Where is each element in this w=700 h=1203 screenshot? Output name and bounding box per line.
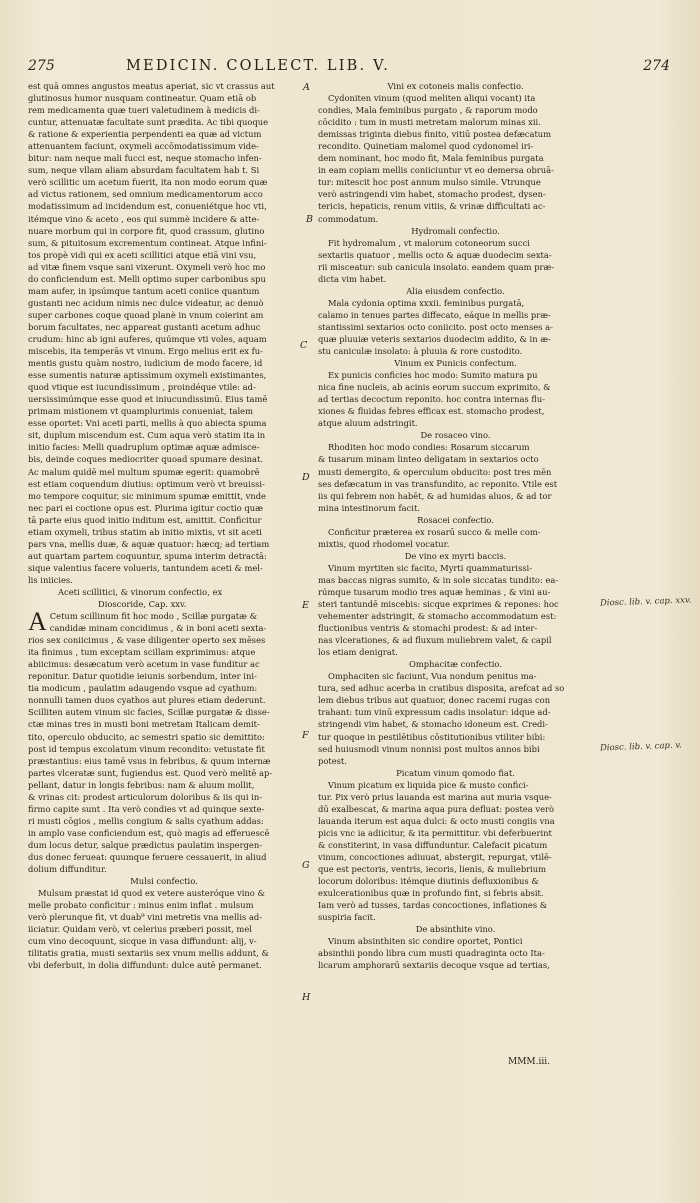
margin-letter: G: [302, 860, 310, 871]
text-line: mas baccas nigras sumito, & in sole siccatas tundito: ea-: [318, 574, 559, 585]
text-line: firmo capite sunt . Ita verò condies vt ad quinque sexte-: [28, 803, 265, 814]
text-line: mixtis, quod rhodomel vocatur.: [318, 538, 450, 549]
text-line: nica fine nucleis, ab acinis eorum succum exprimito, &: [318, 382, 551, 393]
text-line: rem medicamenta quæ tueri valetudinem à medicis di-: [28, 105, 260, 116]
text-line: partes vlceratæ sunt, fugiendus est. Quod verò melitē ap-: [28, 767, 273, 778]
text-line: picis vnc ia adiicitur, & ita permittitur. vbi deferbuerint: [318, 827, 552, 838]
text-line: dus donec ferueat: quumque feruere cessauerit, in aliud: [28, 852, 267, 862]
text-line: modatissimum ad incidendum est, conueniétque hoc vti,: [28, 201, 267, 212]
text-line: sique valentius facere volueris, tantundem aceti & mel-: [28, 562, 263, 573]
text-line: miscebis, ita temperās vt vinum. Ergo melius erit ex fu-: [28, 346, 263, 357]
section-heading: Rosacei confectio.: [417, 514, 494, 525]
text-line: steri tantundē miscebis: sicque exprimes & repones: hoc: [318, 599, 559, 610]
text-line: absinthii pondo libra cum musti quadraginta octo Ita-: [318, 948, 545, 959]
text-line: pars vna, mellis duæ, & aquæ quatuor: hæcq; ad tertiam: [28, 538, 270, 549]
page-header: [28, 58, 670, 80]
text-line: Cetum scillinum fit hoc modo , Scillæ purgatæ &: [49, 611, 258, 622]
text-line: cuntur, attenuatæ facultate sunt prædita. Ac tibi quoque: [28, 117, 269, 128]
text-line: sextariis quatuor , mellis octo & aquæ duodecim sexta-: [318, 249, 552, 260]
text-line: cōcidito : tum in musti metretam malorum minas xii.: [318, 117, 541, 128]
text-line: sit, duplum miscendum est. Cum aqua verò statim ita in: [28, 430, 266, 441]
text-line: recondito. Quinetiam malomel quod cydonomel iri-: [318, 141, 534, 152]
text-line: Fit hydromalum , vt malorum cotoneorum succi: [328, 237, 530, 248]
text-line: musti demergito, & operculum obducito: post tres mēn: [318, 466, 552, 477]
text-line: mentis gustu quàm nostro, iudicium de modo facere, id: [28, 358, 263, 369]
text-line: tilitatis gratia, musti sextariis sex vnum mellis addunt, &: [28, 948, 269, 959]
text-line: commodatum.: [318, 213, 379, 224]
section-heading: De vino ex myrti baccis.: [404, 550, 507, 561]
text-line: tia modicum , paulatim adaugendo vsque ad cyathum:: [28, 683, 258, 694]
text-line: gustanti nec acidum nimis nec dulce videatur, ac denuò: [28, 297, 264, 308]
text-line: dū exalbescat, & marina aqua pura defluat: postea verò: [318, 803, 555, 814]
text-line: reponitur. Datur quotidie ieiunis sorbendum, inter ini-: [28, 671, 257, 682]
text-line: Omphaciten sic faciunt, Vua nondum penitus ma-: [328, 671, 537, 682]
text-line: primam mistionem vt quamplurimis conueniat, talem: [28, 406, 254, 417]
text-line: glutinosus humor nusquam contineatur. Quam etiā ob: [28, 93, 257, 104]
text-line: Conficitur præterea ex rosarū succo & melle com-: [328, 526, 541, 537]
text-line: stantissimi sextarios octo coniicito. post octo menses a-: [318, 321, 553, 332]
text-line: dicta vim habet.: [318, 273, 387, 284]
text-line: tos propè vidi qui ex aceti scillitici atque etiā vini vsu,: [28, 249, 257, 260]
right-column: [318, 80, 593, 971]
text-line: Iam verò ad tusses, tardas concoctiones, inflationes &: [318, 900, 548, 911]
signature-mark: MMM.iii.: [507, 1057, 550, 1067]
text-line: initio facies: Melli quadruplum optimæ aquæ admisce-: [28, 442, 260, 453]
margin-letter: B: [306, 214, 313, 225]
text-line: iis qui febrem non habēt, & ad humidas aluos, & ad tor: [318, 490, 552, 501]
text-line: Vinum picatum ex liquida pice & musto confici-: [328, 779, 529, 790]
text-line: condies, Mala feminibus purgato , & raporum modo: [318, 105, 538, 116]
text-line: Mala cydonia optima xxxii. feminibus purgatā,: [328, 297, 525, 308]
text-line: rios sex coniicimus , & vase diligenter operto sex mēses: [28, 635, 266, 646]
text-line: borum facultates, nec appareat gustanti acetum adhuc: [28, 321, 261, 332]
text-line: locorum doloribus: itémque diutinis defluxionibus &: [318, 876, 539, 887]
text-line: dolium diffunditur.: [28, 864, 107, 875]
text-line: Cydoniten vinum (quod meliten aliqui vocant) ita: [328, 93, 536, 104]
text-line: & vrinas cit: prodest articulorum doloribus & iis qui in-: [28, 791, 263, 802]
text-line: ita finimus , tum exceptam scillam exprimimus: atque: [28, 647, 256, 658]
text-line: tericis, hepaticis, renum vitiis, & vrinæ difficultati ac-: [318, 201, 546, 212]
text-line: verò plerunque fit, vt duab⁹ vini metretis vna mellis ad-: [28, 912, 263, 923]
text-line: itémque vino & aceto , eos qui summè incidere & atte-: [28, 213, 260, 224]
section-heading: Vini ex cotoneis malis confectio.: [387, 81, 524, 91]
left-text-block-2: [28, 607, 300, 875]
text-line: tito, operculo obducito, ac semestri spatio sic demittito:: [28, 731, 265, 742]
section-heading: Aceti scillitici, & vinorum confectio, ex: [58, 586, 223, 597]
text-line: nas vlcerationes, & ad fluxum muliebrem valet, & capil: [318, 635, 552, 646]
text-line: præstantius: eius tamē vsus in febribus, & quum internæ: [28, 755, 271, 766]
text-line: esse sumentis naturæ aptissimum oxymeli existimantes,: [28, 370, 267, 381]
text-line: lauanda iterum est aqua dulci: & octo musti congiis vna: [318, 815, 555, 826]
text-line: melle probato conficitur : minus enim inflat . mulsum: [28, 900, 254, 911]
text-line: do conficiendum est. Melli optimo super carbonibus spu: [28, 273, 266, 284]
text-line: est quā omnes angustos meatus aperiat, sic vt crassus aut: [28, 81, 275, 91]
text-line: stu caniculæ insolato: à pluuia & rore custodito.: [318, 346, 523, 357]
text-line: que est pectoris, ventris, iecoris, lienis, & muliebrium: [318, 864, 547, 875]
margin-letter: A: [303, 82, 310, 93]
text-line: demissas triginta diebus finito, vitiū postea defæcatum: [318, 129, 552, 140]
text-line: trahant: tum vinū expressum cadis insolatur: idque ad-: [318, 707, 551, 718]
text-line: vehementer adstringit, & stomacho accommodatum est:: [318, 611, 557, 622]
left-text-block-3: [28, 887, 300, 971]
text-line: etiam oxymeli, tribus statim ab initio mixtis, vt sit aceti: [28, 526, 262, 537]
text-line: verò scillitic um acetum fuerit, ita non modo eorum quæ: [28, 177, 268, 188]
text-line: ri musti cōgios , mellis congium & salis cyathum addas:: [28, 815, 264, 826]
text-line: rii misceatur: sub canicula insolato. eandem quam præ-: [318, 261, 555, 272]
text-line: pellant, datur in longis febribus: nam & aluum mollit,: [28, 779, 255, 790]
text-line: xiones & fluidas febres efficax est. stomacho prodest,: [318, 406, 545, 417]
text-line: dum locus detur, salque prædictus paulatim inspergen-: [28, 839, 263, 850]
text-line: lem diebus tribus aut quatuor, donec racemi rugas con: [318, 695, 551, 706]
text-line: sum, neque vllam aliam absurdam facultatem hab t. Si: [28, 165, 260, 176]
section-heading: Mulsi confectio.: [130, 876, 198, 887]
text-line: & tusarum minam linteo deligatam in sextarios octo: [318, 454, 539, 465]
text-line: aut quartam partem coquuntur, spuma interim detractā:: [28, 550, 267, 561]
text-line: Ex punicis conficies hoc modo: Sumito matura pu: [328, 370, 538, 381]
text-line: dem nominant, hoc modo fit, Mala feminibus purgata: [318, 153, 544, 164]
text-line: sum, & pituitosum excrementum contineat. Atque infini-: [28, 237, 267, 248]
text-line: abiicimus: desæcatum verò acetum in vase funditur ac: [28, 659, 260, 670]
text-line: tura, sed adhuc acerba in cratibus disposita, arefcat ad so: [318, 683, 565, 694]
text-line: tur: mitescit hoc post annum mulso simile. Vtrunque: [318, 177, 541, 188]
text-line: bis, deinde coques mediocriter quoad spumare desinat.: [28, 454, 264, 465]
text-line: suspiria facit.: [318, 912, 376, 923]
text-line: mina intestinorum facit.: [318, 502, 420, 513]
page-number-right: 274: [643, 58, 670, 74]
text-line: in amplo vase conficiendum est, quò magis ad efferuescē: [28, 827, 270, 838]
text-line: quæ pluuiæ veteris sextarios duodecim addito, & in æ-: [318, 333, 551, 344]
running-title: MEDICIN. COLLECT. LIB. V.: [126, 58, 391, 74]
margin-letter: H: [302, 992, 311, 1003]
text-line: esse oportet: Vni aceti parti, mellis à quo abiecta spuma: [28, 418, 267, 429]
text-line: super carbones coque quoad planè in vnum coierint am: [28, 309, 264, 320]
text-line: post id tempus excolatum vinum recondito: vetustate fit: [28, 743, 265, 754]
section-heading: Picatum vinum qomodo fiat.: [396, 767, 515, 778]
section-heading: Dioscoride, Cap. xxv.: [98, 599, 187, 610]
section-heading: De absinthite vino.: [415, 924, 496, 935]
text-line: bitur: nam neque mali fucci est, neque stomacho infen-: [28, 153, 262, 164]
text-line: Ac malum quidē mel multum spumæ egerit: quamobrē: [28, 466, 260, 477]
text-line: exulcerationibus quæ in profundo fint, si febris absit.: [318, 888, 544, 899]
margin-letter: D: [302, 472, 310, 483]
text-line: Vinum myrtiten sic facito, Myrti quammaturissi-: [328, 562, 533, 573]
text-line: vbi deferbuit, in dolia diffundunt: dulce autē permanet.: [28, 960, 262, 971]
text-line: stringendi vim habet, & stomacho idoneum est. Credi-: [318, 719, 548, 730]
left-column: [28, 80, 300, 971]
text-line: quod vtique est iucundissimum , proindéque vtile: ad-: [28, 382, 256, 393]
handwritten-annotation: Diosc. lib. v. cap. v.: [599, 740, 682, 754]
page-number-left: 275: [28, 58, 55, 74]
text-line: tā parte eius quod initio inditum est, amittit. Conficitur: [28, 514, 262, 525]
text-line: lis iniicies.: [28, 574, 73, 585]
text-line: ctæ minas tres in musti boni metretam Italicam demit-: [28, 719, 260, 730]
text-line: Mulsum præstat id quod ex vetere austeróque vino &: [38, 888, 265, 899]
text-line: in eam copiam mellis coniiciuntur vt eo demersa obruā-: [318, 165, 554, 176]
text-line: sed huiusmodi vinum nonnisi post multos annos bibi: [318, 743, 540, 754]
text-line: Scilliten autem vinum sic facies, Scillæ purgatæ & disse-: [28, 707, 270, 718]
handwritten-annotation: Diosc. lib. v. cap. xxv.: [599, 595, 692, 609]
left-text-block-1: [28, 80, 300, 586]
text-line: & constiterint, in vasa diffunduntur. Calefacit picatum: [318, 839, 548, 850]
text-line: est etiam coquendum diutius: optimum verò vt breuissi-: [28, 478, 265, 489]
text-line: attenuantem faciunt, oxymeli accōmodatissimum vide-: [28, 141, 259, 152]
text-line: Vinum absinthiten sic condire oportet, Pontici: [328, 936, 523, 947]
section-heading: Omphacitæ confectio.: [409, 659, 502, 670]
text-line: cum vino decoquunt, sicque in vasa diffundunt: alij, v-: [28, 936, 257, 947]
text-line: & ratione & experientia perpendenti ea quæ ad victum: [28, 129, 262, 140]
margin-letter: E: [302, 600, 309, 611]
text-line: nuare morbum qui in corpore fit, quod crassum, glutino: [28, 225, 265, 236]
section-heading: Hydromali confectio.: [411, 225, 500, 236]
text-line: calamo in tenues partes diffecato, eáque in mellis præ-: [318, 309, 551, 320]
text-line: ses defæcatum in vas transfundito, ac reponito. Vtile est: [318, 478, 558, 489]
text-line: Rhoditen hoc modo condies: Rosarum siccarum: [328, 442, 530, 453]
text-line: rúmque tusarum modio tres aquæ heminas , & vini au-: [318, 586, 551, 597]
text-line: nonnulli tamen duos cyathos aut plures etiam dederunt.: [28, 695, 266, 706]
text-line: ad victus rationem, sed omnium medicamentorum acco: [28, 189, 263, 200]
text-line: mam aufer, in ipsúmque tantum aceti coniice quantum: [28, 285, 260, 296]
section-heading: Vinum ex Punicis confectum.: [394, 358, 517, 369]
text-line: los etiam denigrat.: [318, 647, 398, 658]
text-line: candidæ minam concidimus , & in boni aceti sexta-: [49, 623, 267, 634]
text-line: tur. Pix verò prius lauanda est marina aut muria vsque-: [318, 791, 552, 802]
section-heading: De rosaceo vino.: [420, 430, 491, 441]
text-line: atque aluum adstringit.: [318, 418, 418, 429]
margin-letter: C: [300, 340, 308, 351]
text-line: ad vitæ finem vsque sani vixerunt. Oxymeli verò hoc mo: [28, 261, 266, 272]
text-line: ad tertias decoctum reponito. hoc contra internas flu-: [318, 394, 546, 405]
text-line: iiciatur. Quidam verò, vt celerius præberi possit, mel: [28, 924, 252, 935]
margin-letter: F: [302, 730, 309, 741]
text-line: crudum: hinc ab igni auferes, quúmque vti voles, aquam: [28, 333, 267, 344]
text-line: licarum amphorarū sextariis decoque vsque ad tertias,: [318, 960, 550, 971]
text-line: vinum, concoctiones adiuuat, abstergit, repurgat, vtilē-: [318, 852, 552, 862]
text-line: verò astringendi vim habet, stomacho prodest, dysen-: [318, 189, 546, 200]
text-line: fluctionibus ventris & stomachi prodest: & ad inter-: [318, 623, 538, 634]
text-line: tur quoque in pestilētibus cōstitutionibus vtiliter bibi:: [318, 731, 546, 742]
drop-capital: A: [28, 607, 47, 637]
section-heading: Alia eiusdem confectio.: [406, 285, 505, 296]
text-line: mo tempore coquitur, sic minimum spumæ emittit, vnde: [28, 490, 266, 501]
text-line: uersissimúmque esse quod et iniucundissimū. Eius tamē: [28, 394, 268, 405]
text-line: nec pari ei coctione opus est. Plurima igitur coctio quæ: [28, 502, 263, 513]
text-line: potest.: [318, 755, 347, 766]
